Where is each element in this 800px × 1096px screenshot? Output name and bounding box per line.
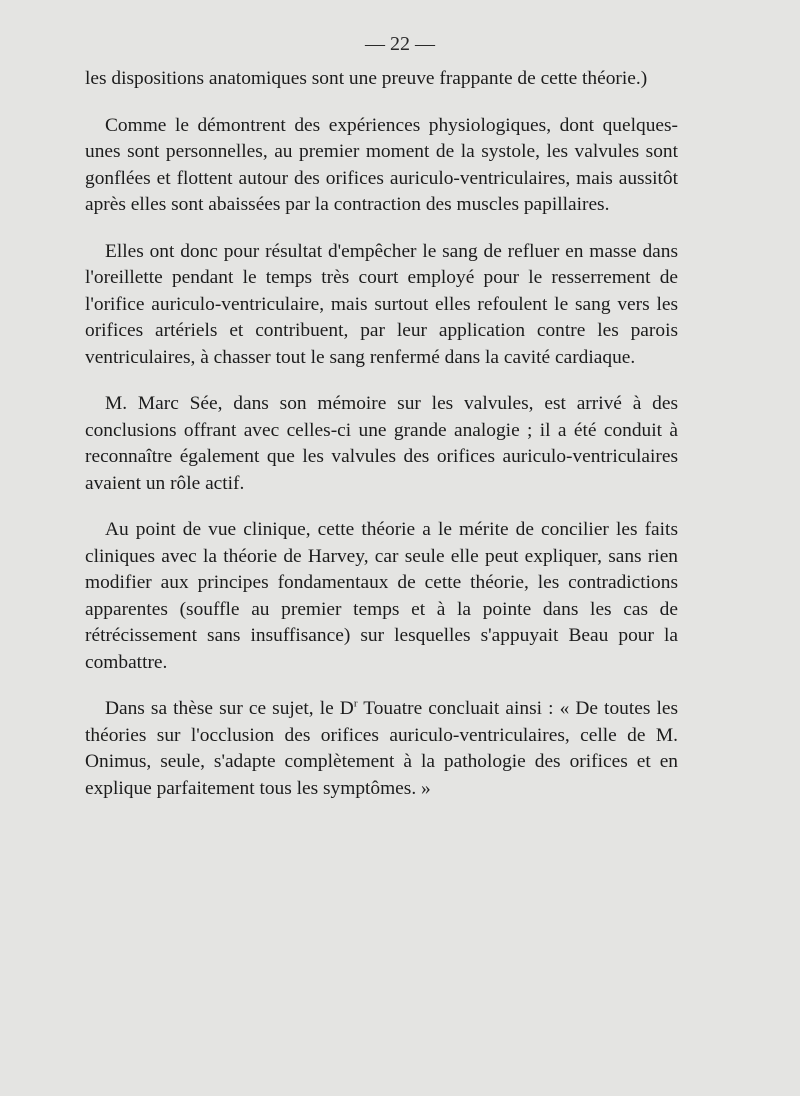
paragraph-continuation: les dispositions anatomiques sont une preuve frappante de cette théorie.) [85, 68, 648, 89]
body-text [85, 66, 678, 822]
touatre-text-before: Dans sa thèse sur ce sujet, le D [105, 698, 354, 719]
touatre-text-after: Touatre concluait ainsi : « De toutes les théories sur l'occlusion des orifices auriculo-ventriculaires, celle de M. Onimus, seule, s'adapte complètement à la pathologie des orifices et en explique parfaitement tous les symptômes. » [85, 698, 679, 799]
paragraph-reflux: Elles ont donc pour résultat d'empêcher le sang de refluer en masse dans l'oreillette pendant le temps très court employé pour le resserrement de l'orifice auriculo-ventriculaire, mais surtout elles refoulent le sang vers les orifices artériels et contribuent, par leur application contre les parois ventriculaires, à chasser tout le sang renfermé dans la cavité cardiaque. [85, 240, 678, 368]
paragraph-clinical: Au point de vue clinique, cette théorie a le mérite de concilier les faits cliniques avec la théorie de Harvey, car seule elle peut expliquer, sans rien modifier aux principes fondamentaux de cette théorie, les contradictions apparentes (souffle au premier temps et à la pointe dans les cas de rétrécissement sans insuffisance) sur lesquelles s'appuyait Beau pour la combattre. [85, 519, 678, 673]
page-number: — 22 — [365, 33, 435, 55]
doctor-superscript: r [353, 697, 358, 710]
paragraph-marc-see: M. Marc Sée, dans son mémoire sur les valvules, est arrivé à des conclusions offrant avec celles-ci une grande analogie ; il a été conduit à reconnaître également que les valvules des orifices auriculo-ventriculaires avaient un rôle actif. [85, 393, 678, 494]
paragraph-valvules-systole: Comme le démontrent des expériences physiologiques, dont quelques-unes sont personnelles, au premier moment de la systole, les valvules sont gonflées et flottent autour des orifices auriculo-ventriculaires, mais aussitôt après elles sont abaissées par la contraction des muscles papillaires. [85, 114, 678, 215]
paragraph-touatre [85, 696, 678, 802]
